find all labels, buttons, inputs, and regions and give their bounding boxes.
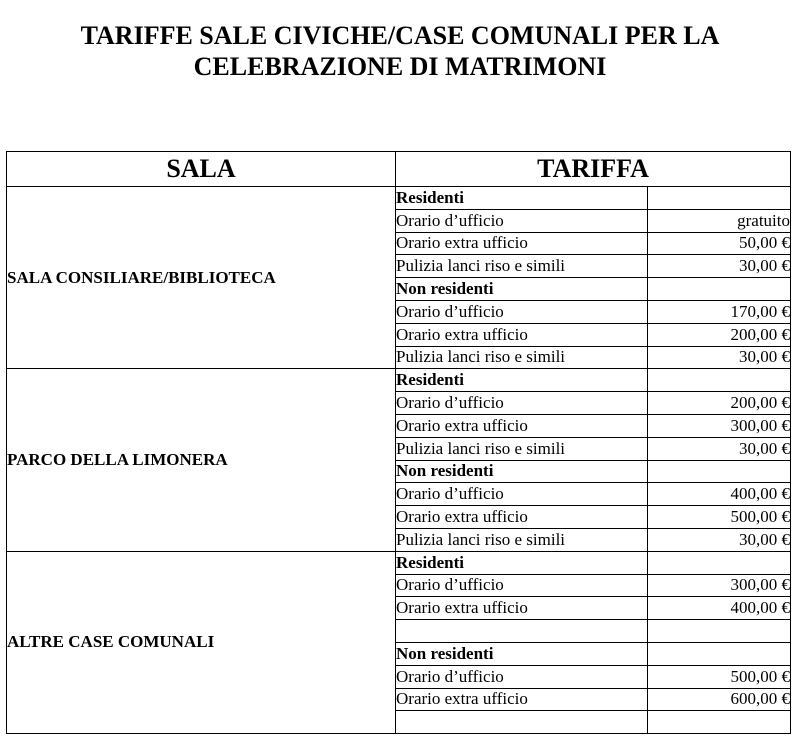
document-title xyxy=(0,20,800,82)
tariff-price: 400,00 € xyxy=(648,597,791,620)
price-cell-empty xyxy=(648,642,791,665)
venue-name: ALTRE CASE COMUNALI xyxy=(7,551,396,733)
tariff-price: gratuito xyxy=(648,209,791,232)
tariff-item-label: Orario extra ufficio xyxy=(396,323,648,346)
tariff-item-label: Orario d’ufficio xyxy=(396,665,648,688)
price-cell-empty xyxy=(648,551,791,574)
group-label-residenti: Residenti xyxy=(396,369,648,392)
group-label-non-residenti: Non residenti xyxy=(396,642,648,665)
tariff-item-label: Orario extra ufficio xyxy=(396,414,648,437)
document-title-line-1: TARIFFE SALE CIVICHE/CASE COMUNALI PER LA xyxy=(80,21,720,50)
document-title-line-2: CELEBRAZIONE DI MATRIMONI xyxy=(193,52,607,81)
group-label-non-residenti: Non residenti xyxy=(396,460,648,483)
tariff-item-label: Orario extra ufficio xyxy=(396,506,648,529)
tariff-item-label: Pulizia lanci riso e simili xyxy=(396,346,648,369)
tariff-item-label: Orario extra ufficio xyxy=(396,597,648,620)
tariff-item-label: Orario d’ufficio xyxy=(396,574,648,597)
tariff-price: 600,00 € xyxy=(648,688,791,711)
table-row xyxy=(7,187,791,210)
tariff-price: 30,00 € xyxy=(648,255,791,278)
tariff-price: 300,00 € xyxy=(648,574,791,597)
tariff-item-label xyxy=(396,620,648,643)
tariff-price: 30,00 € xyxy=(648,528,791,551)
price-cell-empty xyxy=(648,187,791,210)
venue-name: SALA CONSILIARE/BIBLIOTECA xyxy=(7,187,396,369)
tariff-item-label: Orario d’ufficio xyxy=(396,300,648,323)
tariff-item-label: Orario d’ufficio xyxy=(396,209,648,232)
tariff-price: 300,00 € xyxy=(648,414,791,437)
tariff-price: 50,00 € xyxy=(648,232,791,255)
venue-name: PARCO DELLA LIMONERA xyxy=(7,369,396,551)
group-label-residenti: Residenti xyxy=(396,551,648,574)
tariff-price xyxy=(648,620,791,643)
tariff-item-label: Orario extra ufficio xyxy=(396,232,648,255)
header-sala: SALA xyxy=(7,152,396,187)
tariff-table xyxy=(6,151,791,734)
header-tariffa: TARIFFA xyxy=(396,152,791,187)
group-label-non-residenti: Non residenti xyxy=(396,278,648,301)
tariff-price: 30,00 € xyxy=(648,346,791,369)
tariff-price: 500,00 € xyxy=(648,665,791,688)
tariff-item-label: Pulizia lanci riso e simili xyxy=(396,437,648,460)
tariff-item-label xyxy=(396,711,648,734)
price-cell-empty xyxy=(648,460,791,483)
table-row xyxy=(7,369,791,392)
tariff-price: 30,00 € xyxy=(648,437,791,460)
tariff-price: 170,00 € xyxy=(648,300,791,323)
tariff-item-label: Orario extra ufficio xyxy=(396,688,648,711)
group-label-residenti: Residenti xyxy=(396,187,648,210)
table-header-row xyxy=(7,152,791,187)
tariff-item-label: Orario d’ufficio xyxy=(396,483,648,506)
tariff-table-body xyxy=(7,187,791,734)
tariff-item-label: Pulizia lanci riso e simili xyxy=(396,255,648,278)
tariff-price: 500,00 € xyxy=(648,506,791,529)
tariff-item-label: Orario d’ufficio xyxy=(396,392,648,415)
tariff-price xyxy=(648,711,791,734)
tariff-price: 400,00 € xyxy=(648,483,791,506)
price-cell-empty xyxy=(648,278,791,301)
tariff-price: 200,00 € xyxy=(648,323,791,346)
tariff-item-label: Pulizia lanci riso e simili xyxy=(396,528,648,551)
price-cell-empty xyxy=(648,369,791,392)
table-row xyxy=(7,551,791,574)
tariff-price: 200,00 € xyxy=(648,392,791,415)
